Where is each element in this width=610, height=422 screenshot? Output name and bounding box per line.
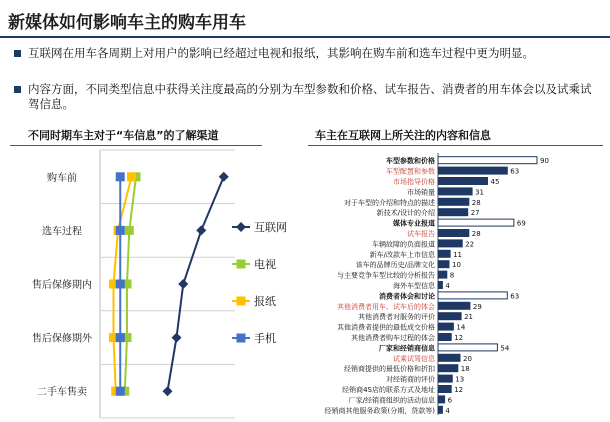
bar-value-label: 4 bbox=[445, 282, 450, 290]
bar bbox=[438, 271, 447, 278]
bar-value-label: 63 bbox=[510, 167, 520, 176]
bar-category-label: 媒体专业报道 bbox=[393, 219, 435, 228]
legend-label: 报纸 bbox=[254, 295, 276, 308]
bar bbox=[438, 230, 469, 237]
bar-category-label: 车型配置和参数 bbox=[386, 167, 435, 176]
bullet-text: 内容方面，不同类型信息中获得关注度最高的分别为车型参数和价格、试车报告、消费者的用车体会以及试乘试驾信息。 bbox=[28, 82, 592, 111]
bar-value-label: 4 bbox=[445, 406, 450, 415]
bar-value-label: 8 bbox=[449, 271, 455, 280]
bar bbox=[438, 386, 451, 393]
bar bbox=[438, 344, 497, 351]
left-chart-title: 不同时期车主对于“车信息”的了解渠道 bbox=[28, 129, 219, 142]
bar-value-label: 18 bbox=[460, 365, 470, 374]
right-chart-title: 车主在互联网上所关注的内容和信息 bbox=[315, 129, 491, 142]
bar-category-label: 试车报告 bbox=[407, 230, 435, 238]
bar-category-label: 消费者体会和讨论 bbox=[379, 292, 435, 301]
bar bbox=[438, 219, 514, 226]
legend-label: 互联网 bbox=[254, 221, 287, 234]
bar-value-label: 10 bbox=[452, 261, 461, 270]
bar bbox=[438, 313, 461, 320]
bar-category-label: 对于车型的介绍和特点的描述 bbox=[344, 198, 435, 207]
bar bbox=[438, 282, 442, 289]
bar bbox=[438, 261, 449, 268]
y-tick-label: 二手车售卖 bbox=[37, 387, 87, 399]
bar-value-label: 12 bbox=[454, 386, 464, 394]
bar-category-label: 其他消费者购车过程的体会 bbox=[351, 334, 435, 342]
bar-value-label: 29 bbox=[472, 302, 482, 311]
bar-category-label: 对经销商的评价 bbox=[386, 375, 435, 384]
bar-category-label: 试乘试驾信息 bbox=[393, 354, 435, 363]
bar bbox=[438, 375, 452, 382]
bar-category-label: 厂家/经销商组织的活动信息 bbox=[348, 396, 435, 405]
bar-value-label: 28 bbox=[471, 230, 481, 238]
bar-category-label: 市场指导价格 bbox=[393, 178, 435, 186]
bar-value-label: 6 bbox=[447, 396, 453, 405]
bar-category-label: 海外车型信息 bbox=[393, 282, 435, 290]
legend-label: 电视 bbox=[254, 258, 276, 271]
bar-value-label: 90 bbox=[540, 157, 549, 166]
bar bbox=[438, 396, 445, 403]
bar bbox=[438, 240, 462, 247]
bar-value-label: 21 bbox=[464, 313, 474, 322]
bar bbox=[438, 365, 458, 372]
bar bbox=[438, 334, 451, 341]
bar-category-label: 车辆故障的负面报道 bbox=[372, 240, 435, 249]
bar-category-label: 经销商4S店的联系方式及地址 bbox=[342, 386, 435, 394]
bar-category-label: 其他消费者提供的最低成交价格 bbox=[337, 323, 435, 332]
bar-category-label: 车型参数和价格 bbox=[386, 157, 435, 166]
bullet-text: 互联网在用车各周期上对用户的影响已经超过电视和报纸，其影响在购车前和选车过程中更为明显。 bbox=[28, 46, 534, 60]
bar-value-label: 63 bbox=[510, 292, 520, 301]
bar-value-label: 12 bbox=[454, 334, 464, 342]
bar bbox=[438, 209, 468, 216]
bar bbox=[438, 250, 450, 257]
bar-category-label: 经销商其他服务政策(分期，贷款等) bbox=[324, 406, 435, 415]
bar-value-label: 45 bbox=[490, 178, 500, 186]
bar-value-label: 11 bbox=[453, 250, 463, 259]
bar-value-label: 54 bbox=[500, 344, 510, 353]
bar-category-label: 市场销量 bbox=[407, 188, 435, 197]
bar-category-label: 新车/改款车上市信息 bbox=[369, 250, 435, 259]
y-tick-label: 选车过程 bbox=[42, 226, 82, 238]
bar-category-label: 其他消费者用车、试车后的体会 bbox=[337, 302, 435, 311]
bar bbox=[438, 302, 470, 309]
bar bbox=[438, 292, 507, 299]
y-tick-label: 购车前 bbox=[47, 172, 77, 184]
bar bbox=[438, 198, 469, 205]
bar-value-label: 27 bbox=[470, 209, 480, 218]
bar-category-label: 新技术/设计的介绍 bbox=[376, 209, 435, 218]
bar-value-label: 28 bbox=[471, 198, 481, 207]
bar bbox=[438, 178, 488, 185]
bar-value-label: 22 bbox=[465, 240, 475, 249]
bar bbox=[438, 188, 472, 195]
bar-category-label: 与主要竞争车型比较的分析报告 bbox=[337, 271, 435, 280]
y-tick-label: 售后保修期内 bbox=[32, 280, 92, 291]
bar-value-label: 13 bbox=[455, 375, 465, 384]
bar-value-label: 69 bbox=[516, 219, 526, 228]
bar-category-label: 经销商提供的最低价格和折扣 bbox=[344, 365, 435, 374]
bar bbox=[438, 157, 537, 164]
slide-title: 新媒体如何影响车主的购车用车 bbox=[8, 13, 246, 33]
bar bbox=[438, 354, 460, 361]
bar bbox=[438, 167, 507, 174]
bar-value-label: 20 bbox=[463, 354, 472, 363]
bar bbox=[438, 323, 453, 330]
bar-category-label: 厂家和经销商信息 bbox=[379, 344, 435, 353]
legend-label: 手机 bbox=[254, 332, 276, 345]
y-tick-label: 售后保修期外 bbox=[32, 333, 92, 345]
bar-value-label: 31 bbox=[475, 188, 485, 197]
bar bbox=[438, 406, 442, 413]
bar-category-label: 其他消费者对服务的评价 bbox=[358, 313, 435, 322]
bar-category-label: 该车的品牌历史/品牌文化 bbox=[355, 261, 435, 270]
bar-value-label: 14 bbox=[456, 323, 466, 332]
